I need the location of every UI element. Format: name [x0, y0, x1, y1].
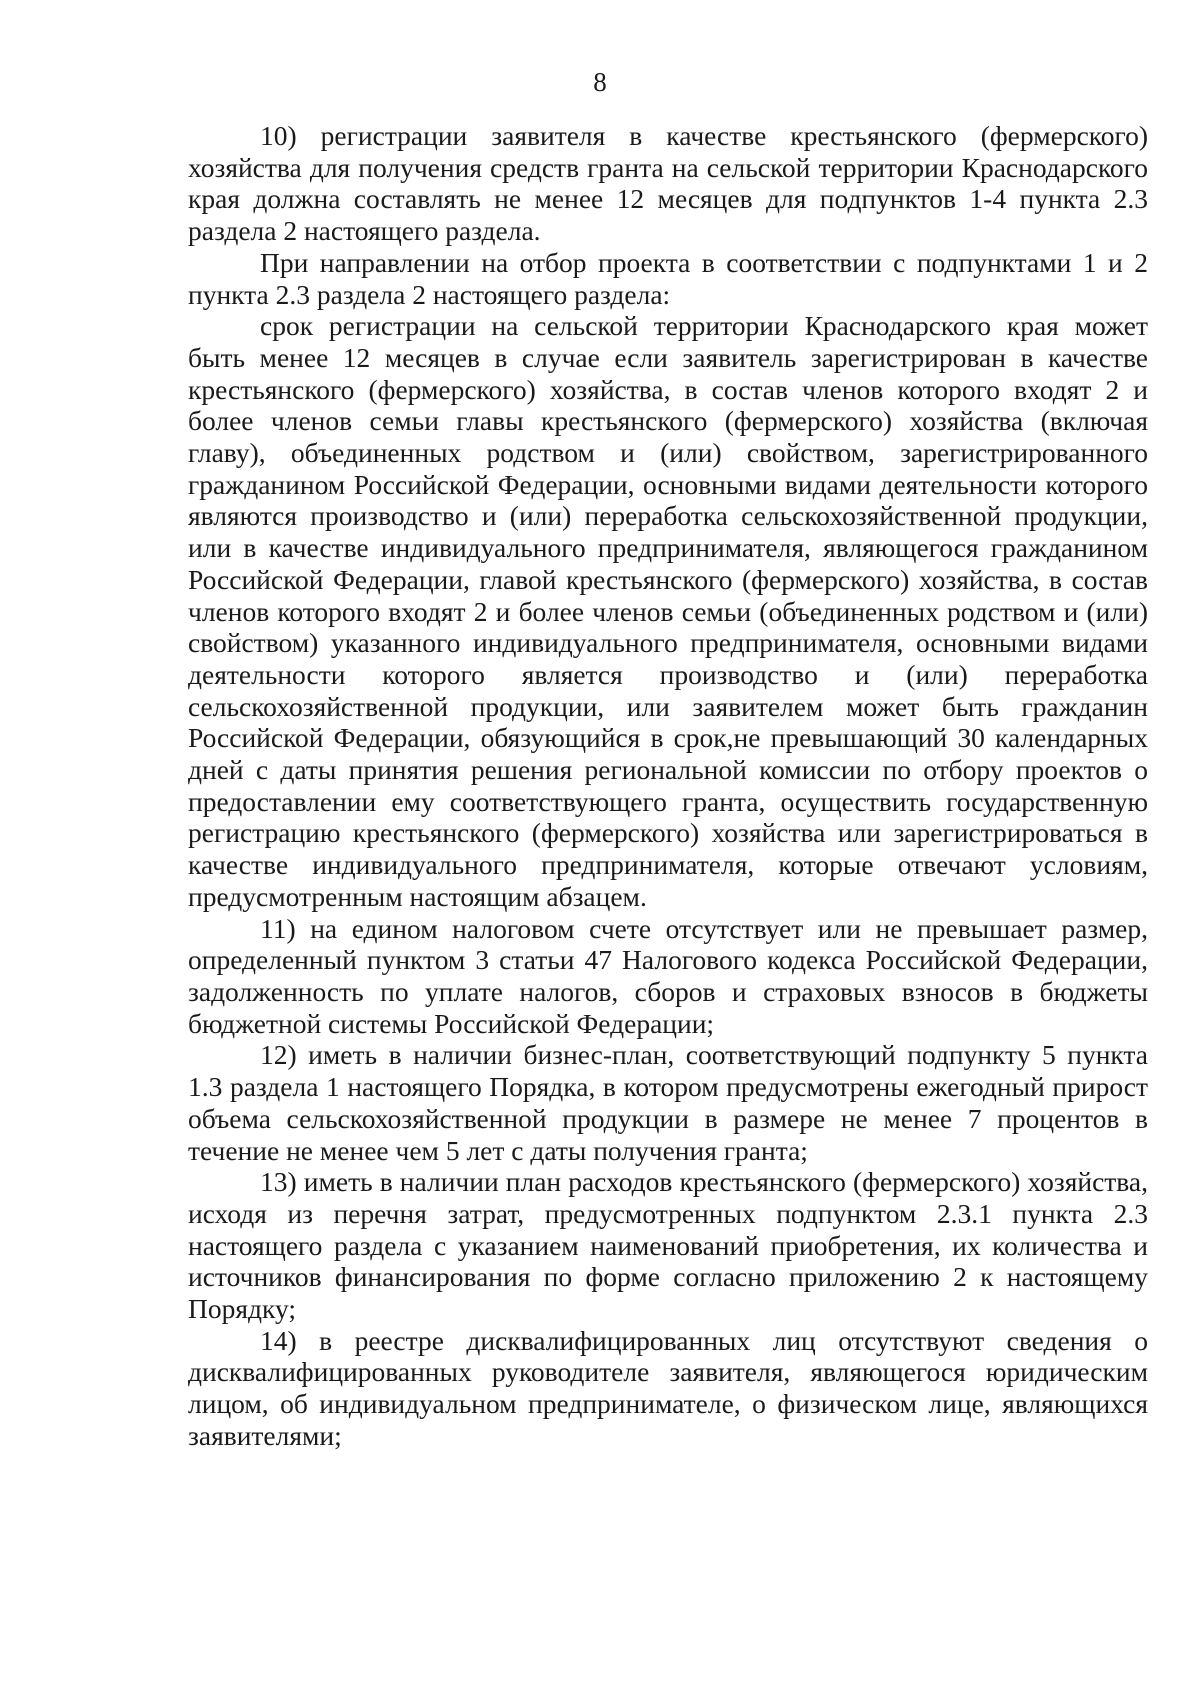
paragraph-item-14: 14) в реестре дисквалифицированных лиц отсутствуют сведения о дисквалифицированных руководителе заявителя, являющегося юридическим лицом, об индивидуальном предпринимателе, о физическом лице, являющихся заявителями; [188, 1324, 1148, 1451]
paragraph-item-10: 10) регистрации заявителя в качестве крестьянского (фермерского) хозяйства для получения средств гранта на сельской территории Краснодарского края должна составлять не менее 12 месяцев для подпунктов 1-4 пункта 2.3 раздела 2 настоящего раздела. [188, 120, 1148, 247]
paragraph-selection-intro: При направлении на отбор проекта в соответствии с подпунктами 1 и 2 пункта 2.3 раздела 2 настоящего раздела: [188, 246, 1148, 310]
paragraph-item-13: 13) иметь в наличии план расходов крестьянского (фермерского) хозяйства, исходя из перечня затрат, предусмотренных подпунктом 2.3.1 пункта 2.3 настоящего раздела с указанием наименований приобретения, их количества и источников финансирования по форме согласно приложению 2 к настоящему Порядку; [188, 1166, 1148, 1325]
paragraph-item-11: 11) на едином налоговом счете отсутствует или не превышает размер, определенный пунктом 3 статьи 47 Налогового кодекса Российской Федерации, задолженность по уплате налогов, сборов и страховых взносов в бюджеты бюджетной системы Российской Федерации; [188, 912, 1148, 1039]
page-number: 8 [593, 67, 607, 97]
paragraph-registration-term: срок регистрации на сельской территории Краснодарского края может быть менее 12 месяцев в случае если заявитель зарегистрирован в качестве крестьянского (фермерского) хозяйства, в состав членов которого входят 2 и более членов семьи главы крестьянского (фермерского) хозяйства (включая главу), объединенных родством и (или) свойством, зарегистрированного гражданином Российской Федерации, основными видами деятельности которого являются производство и (или) переработка сельскохозяйственной продукции, или в качестве индивидуального предпринимателя, являющегося гражданином Российской Федерации, главой крестьянского (фермерского) хозяйства, в состав членов которого входят 2 и более членов семьи (объединенных родством и (или) свойством) указанного индивидуального предпринимателя, основными видами деятельности которого является производство и (или) переработка сельскохозяйственной продукции, или заявителем может быть гражданин Российской Федерации, обязующийся в срок,не превышающий 30 календарных дней с даты принятия решения региональной комиссии по отбору проектов о предоставлении ему соответствующего гранта, осуществить государственную регистрацию крестьянского (фермерского) хозяйства или зарегистрироваться в качестве индивидуального предпринимателя, которые отвечают условиям, предусмотренным настоящим абзацем. [188, 310, 1148, 912]
document-body [188, 120, 1148, 1452]
paragraph-item-12: 12) иметь в наличии бизнес-план, соответствующий подпункту 5 пункта 1.3 раздела 1 настоящего Порядка, в котором предусмотрены ежегодный прирост объема сельскохозяйственной продукции в размере не менее 7 процентов в течение не менее чем 5 лет с даты получения гранта; [188, 1039, 1148, 1166]
